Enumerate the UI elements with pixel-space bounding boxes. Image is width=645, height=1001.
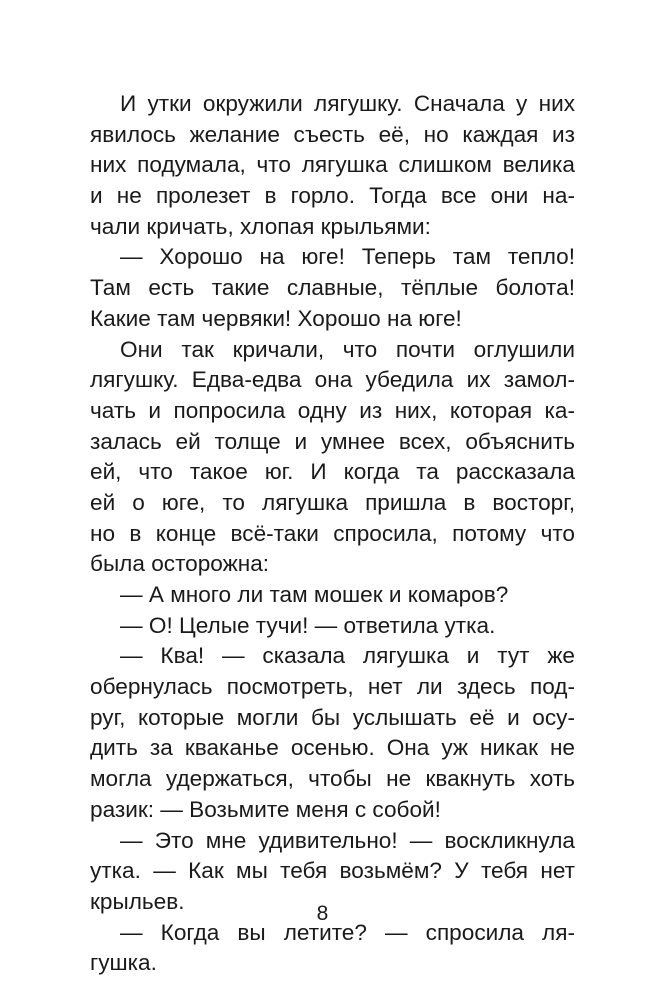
text-line: Какие там червяки! Хорошо на юге! xyxy=(90,305,462,331)
text-line: и не пролезет в горло. Тогда все они на- xyxy=(90,183,575,209)
text-line: лягушку. Едва-едва она убедила их замол- xyxy=(90,367,575,393)
page-number: 8 xyxy=(316,902,329,925)
text-line: обернулась посмотреть, нет ли здесь под- xyxy=(90,674,575,700)
text-line: — Хорошо на юге! Теперь там тепло! xyxy=(120,244,575,270)
text-line: — Когда вы летите? — спросила ля- xyxy=(120,919,575,945)
text-line: Там есть такие славные, тёплые болота! xyxy=(90,275,575,301)
body-text xyxy=(90,89,575,979)
text-line: — А много ли там мошек и комаров? xyxy=(120,582,509,607)
text-line: была осторожна: xyxy=(90,551,270,577)
text-line: — О! Целые тучи! — ответила утка. xyxy=(120,612,496,638)
text-line: ей о юге, то лягушка пришла в восторг, xyxy=(90,489,575,515)
text-line: чали кричать, хлопая крыльями: xyxy=(90,213,431,239)
text-line: ей, что такое юг. И когда та рассказала xyxy=(90,459,575,485)
text-line: чать и попросила одну из них, которая ка- xyxy=(90,397,575,423)
text-line: Они так кричали, что почти оглушили xyxy=(120,336,575,362)
text-line: разик: — Возьмите меня с собой! xyxy=(90,796,441,822)
text-line: утка. — Как мы тебя возьмём? У тебя нет xyxy=(90,858,575,884)
text-line: дить за кваканье осенью. Она уж никак не xyxy=(90,735,575,761)
text-line: них подумала, что лягушка слишком велика xyxy=(90,152,575,178)
text-line: могла удержаться, чтобы не квакнуть хоть xyxy=(90,766,575,792)
text-line: но в конце всё-таки спросила, потому что xyxy=(90,520,575,546)
text-line: крыльев. xyxy=(90,888,185,914)
text-line: залась ей толще и умнее всех, объяснить xyxy=(90,428,575,454)
text-line: явилось желание съесть её, но каждая из xyxy=(90,121,575,147)
text-line: руг, которые могли бы услышать её и осу- xyxy=(90,704,575,730)
text-line: — Ква! — сказала лягушка и тут же xyxy=(120,643,575,669)
text-line: гушка. xyxy=(90,950,157,976)
text-line: — Это мне удивительно! — воскликнула xyxy=(120,827,575,853)
text-line: И утки окружили лягушку. Сначала у них xyxy=(120,91,575,116)
